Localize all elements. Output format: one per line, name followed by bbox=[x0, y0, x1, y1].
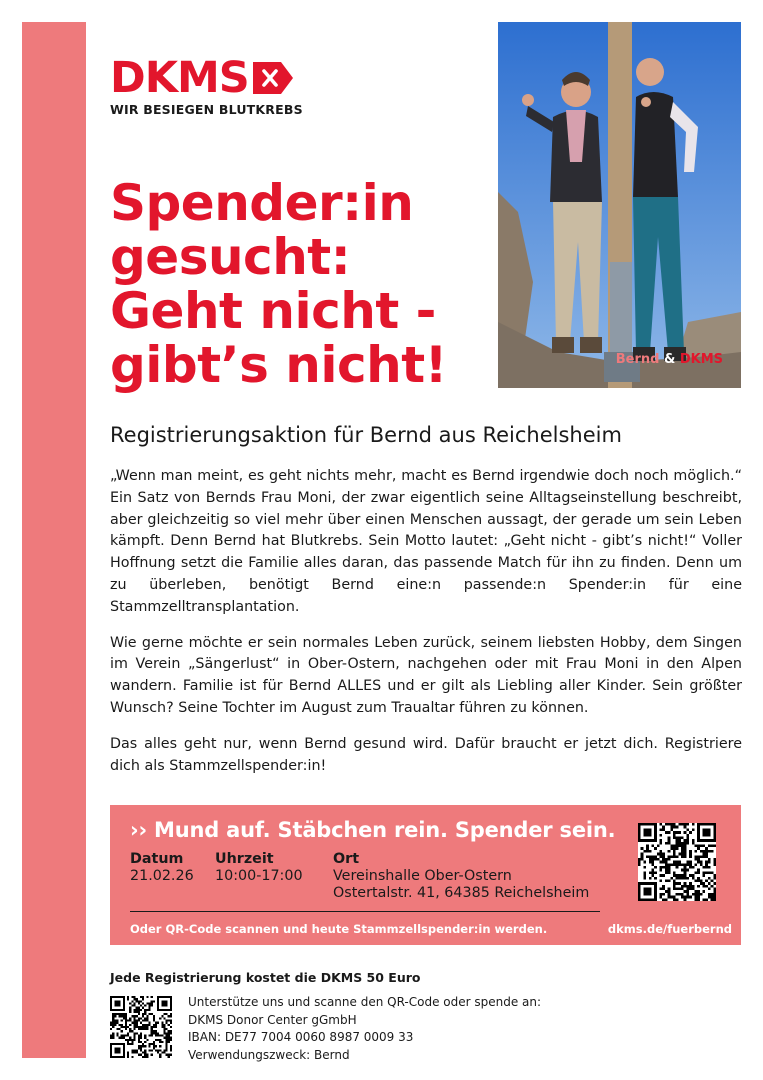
donation-iban: IBAN: DE77 7004 0060 8987 0009 33 bbox=[188, 1030, 414, 1045]
event-time-label: Uhrzeit bbox=[215, 851, 274, 867]
event-slogan: ›› Mund auf. Stäbchen rein. Spender sein. bbox=[130, 818, 616, 842]
dkms-logo bbox=[110, 53, 303, 117]
story-paragraph: „Wenn man meint, es geht nichts mehr, macht es Bernd irgendwie doch noch möglich.“ Ein Satz von Bernds Frau Moni, der zwar eigentlich seine Alltagseinstellung beschreibt, aber gleichzeitig so viel mehr über einen Menschen aussagt, der gerade um sein Leben kämpft. Denn Bernd hat Blutkrebs. Sein Motto lautet: „Geht nicht - gibt’s nicht!“ Voller Hoffnung setzt die Familie alles daran, das passende Match für ihn zu finden. Denn um zu überleben, benötigt Bernd eine:n passende:n Spender:in für eine Stammzelltransplantation. bbox=[110, 468, 742, 615]
photo-caption-name: Bernd bbox=[615, 352, 660, 367]
headline-line: gesucht: bbox=[110, 228, 351, 286]
subtitle: Registrierungsaktion für Bernd aus Reichelsheim bbox=[110, 423, 622, 447]
donation-details bbox=[188, 994, 541, 1064]
decorative-side-bar bbox=[22, 22, 86, 1058]
photo-caption-brand: DKMS bbox=[679, 352, 723, 367]
registration-qr-code[interactable] bbox=[638, 823, 716, 901]
story-paragraph: Das alles geht nur, wenn Bernd gesund wird. Dafür braucht er jetzt dich. Registriere dich als Stammzellspender:in! bbox=[110, 735, 742, 774]
logo-x-icon bbox=[251, 59, 295, 97]
event-place-line: Ostertalstr. 41, 64385 Reichelsheim bbox=[333, 885, 590, 901]
event-date bbox=[130, 851, 194, 885]
event-info-box bbox=[110, 805, 741, 945]
donation-recipient: DKMS Donor Center gGmbH bbox=[188, 1012, 357, 1027]
event-place bbox=[333, 851, 589, 902]
event-time-value: 10:00-17:00 bbox=[215, 868, 303, 884]
headline-line: gibt’s nicht! bbox=[110, 336, 447, 394]
logo-tagline: WIR BESIEGEN BLUTKREBS bbox=[110, 102, 303, 117]
summit-photo bbox=[498, 22, 741, 388]
headline-line: Geht nicht - bbox=[110, 282, 436, 340]
registration-cost-note: Jede Registrierung kostet die DKMS 50 Euro bbox=[110, 970, 421, 985]
event-date-label: Datum bbox=[130, 851, 184, 867]
headline-line: Spender:in bbox=[110, 174, 414, 232]
donation-qr-code[interactable] bbox=[110, 996, 172, 1058]
qr-call-to-action: Oder QR-Code scannen und heute Stammzellspender:in werden. bbox=[130, 922, 548, 936]
story-paragraph: Wie gerne möchte er sein normales Leben zurück, seinem liebsten Hobby, dem Singen im Verein „Sängerlust“ in Ober-Ostern, nachgehen oder mit Frau Moni in den Alpen wandern. Familie ist für Bernd ALLES und er gilt als Liebling aller Kinder. Sein größter Wunsch? Seine Tochter im August zum Traualtar führen zu können. bbox=[110, 634, 742, 716]
headline bbox=[110, 176, 490, 392]
logo-wordmark: DKMS bbox=[110, 53, 249, 103]
event-place-line: Vereinshalle Ober-Ostern bbox=[333, 868, 512, 884]
event-date-value: 21.02.26 bbox=[130, 868, 194, 884]
photo-caption bbox=[616, 352, 723, 367]
donation-intro: Unterstütze uns und scanne den QR-Code oder spende an: bbox=[188, 995, 542, 1009]
donation-reference: Verwendungszweck: Bernd bbox=[188, 1047, 350, 1062]
photo-caption-amp: & bbox=[663, 352, 676, 367]
divider bbox=[130, 911, 600, 912]
event-time bbox=[215, 851, 303, 885]
registration-link[interactable]: dkms.de/fuerbernd bbox=[607, 922, 732, 936]
event-place-label: Ort bbox=[333, 851, 360, 867]
story-text bbox=[110, 466, 742, 791]
